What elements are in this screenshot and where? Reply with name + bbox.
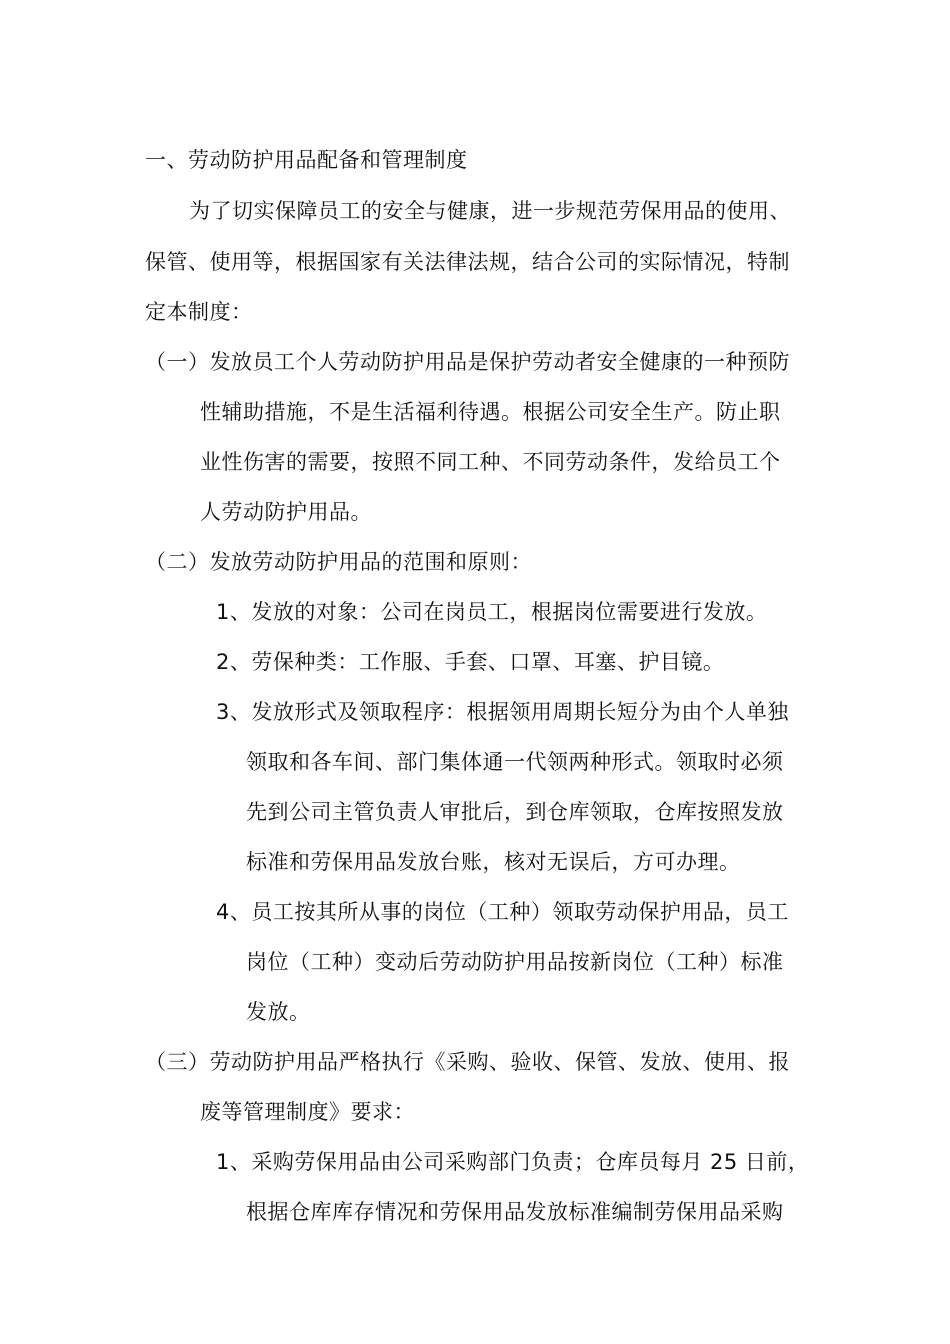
section2-item3-line-2: 领取和各车间、部门集体通一代领两种形式。领取时必须 — [246, 750, 784, 774]
section-heading: 一、劳动防护用品配备和管理制度 — [145, 148, 468, 172]
section3-item1-line-2: 根据仓库库存情况和劳保用品发放标准编制劳保用品采购 — [246, 1200, 784, 1224]
section1-line-4: 人劳动防护用品。 — [200, 500, 372, 524]
section2-item2: 2、劳保种类：工作服、手套、口罩、耳塞、护目镜。 — [216, 650, 725, 674]
section2-item3-line-1: 3、发放形式及领取程序：根据领用周期长短分为由个人单独 — [216, 700, 789, 724]
section2-item4-line-1: 4、员工按其所从事的岗位（工种）领取劳动保护用品，员工 — [216, 900, 789, 924]
section3-title-line-2: 废等管理制度》要求： — [200, 1100, 415, 1124]
intro-line-2: 保管、使用等，根据国家有关法律法规，结合公司的实际情况，特制 — [145, 250, 790, 274]
section1-line-3: 业性伤害的需要，按照不同工种、不同劳动条件，发给员工个 — [200, 450, 781, 474]
section1-line-1: （一）发放员工个人劳动防护用品是保护劳动者安全健康的一种预防 — [145, 350, 790, 374]
intro-line-1: 为了切实保障员工的安全与健康，进一步规范劳保用品的使用、 — [189, 199, 791, 223]
section3-item1-line-1: 1、采购劳保用品由公司采购部门负责；仓库员每月 25 日前， — [216, 1150, 810, 1174]
section2-item3-line-4: 标准和劳保用品发放台账，核对无误后，方可办理。 — [246, 850, 741, 874]
section2-item3-line-3: 先到公司主管负责人审批后，到仓库领取，仓库按照发放 — [246, 800, 784, 824]
section2-item1: 1、发放的对象：公司在岗员工，根据岗位需要进行发放。 — [216, 600, 768, 624]
section1-line-2: 性辅助措施，不是生活福利待遇。根据公司安全生产。防止职 — [200, 400, 781, 424]
section2-item4-line-2: 岗位（工种）变动后劳动防护用品按新岗位（工种）标准 — [246, 950, 784, 974]
section3-title-line-1: （三）劳动防护用品严格执行《采购、验收、保管、发放、使用、报 — [145, 1050, 790, 1074]
section2-item4-line-3: 发放。 — [246, 1000, 311, 1024]
section2-title: （二）发放劳动防护用品的范围和原则： — [145, 550, 532, 574]
intro-line-3: 定本制度： — [145, 300, 253, 324]
